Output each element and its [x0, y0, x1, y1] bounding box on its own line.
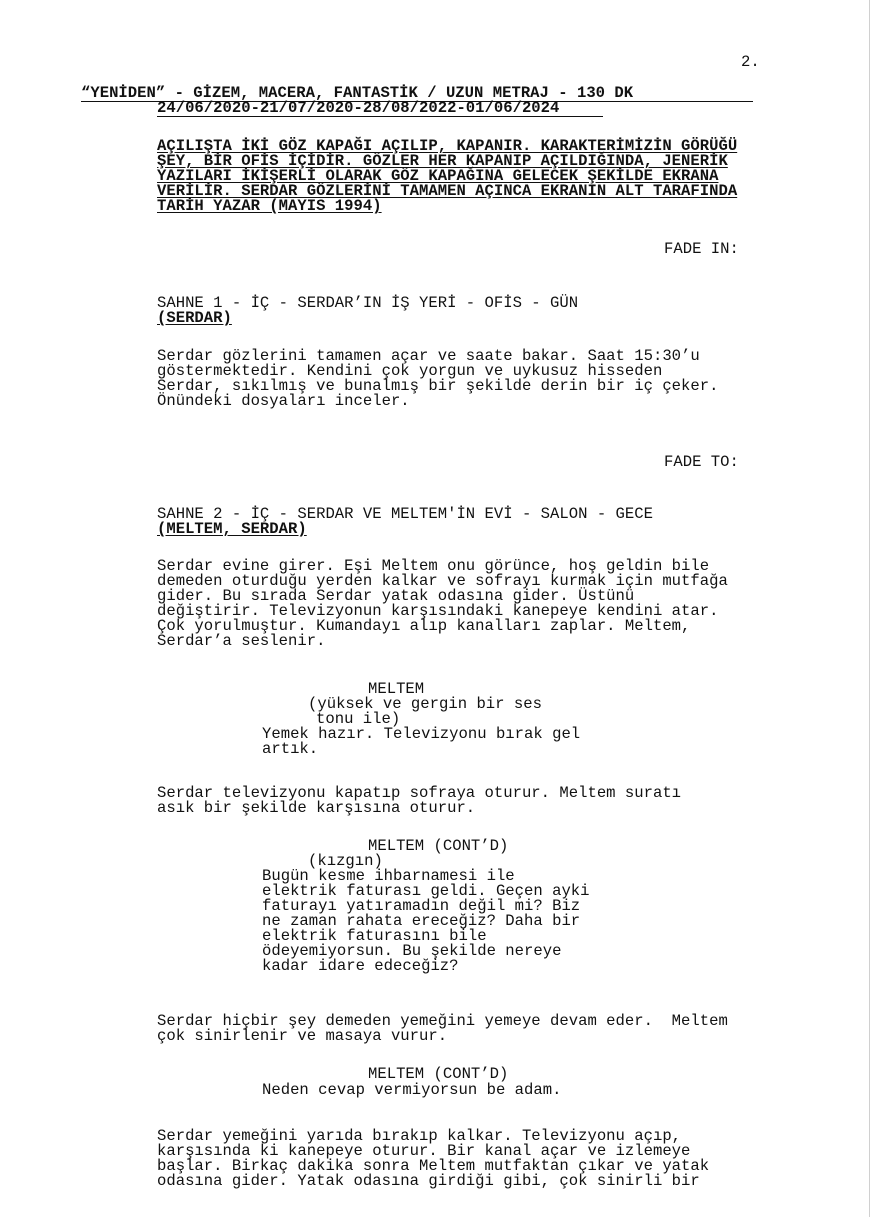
scene-heading: SAHNE 1 - İÇ - SERDAR’IN İŞ YERİ - OFİS - GÜN [157, 294, 579, 312]
action-line: değiştirir. Televizyonun karşısındaki kanepeye kendini atar. [157, 602, 719, 620]
dialogue-line: ödeyemiyorsun. Bu şekilde nereye [262, 942, 562, 960]
scene-heading: SAHNE 2 - İÇ - SERDAR VE MELTEM'İN EVİ - SALON - GECE [157, 505, 653, 523]
transition-fade-in: FADE IN: [664, 240, 739, 258]
opening-note-line: VERİLİR. SERDAR GÖZLERİNİ TAMAMEN AÇINCA EKRANIN ALT TARAFINDA [157, 182, 738, 200]
action-line: asık bir şekilde karşısına oturur. [157, 799, 476, 817]
action-line: Çok yorulmuştur. Kumandayı alıp kanalları zaplar. Meltem, [157, 617, 691, 635]
dialogue-line: ne zaman rahata ereceğiz? Daha bir [262, 912, 581, 930]
action-line: çok sinirlenir ve masaya vurur. [157, 1027, 448, 1045]
action-line: başlar. Birkaç dakika sonra Meltem mutfaktan çıkar ve yatak [157, 1157, 710, 1175]
parenthetical: tonu ile) [316, 710, 401, 728]
action-line: Serdar’a seslenir. [157, 632, 326, 650]
character-cue: MELTEM [368, 680, 425, 698]
script-dates: 24/06/2020-21/07/2020-28/08/2022-01/06/2024 [157, 99, 560, 117]
action-line: Önündeki dosyaları inceler. [157, 392, 410, 410]
action-line: gider. Bu sırada Serdar yatak odasına gider. Üstünü [157, 587, 635, 605]
script-title: “YENİDEN” - GİZEM, MACERA, FANTASTİK / UZUN METRAJ - 130 DK [81, 84, 634, 102]
opening-note-line: YAZILARI İKİŞERLİ OLARAK GÖZ KAPAĞINA GELECEK ŞEKİLDE EKRANA [157, 167, 719, 185]
opening-note-line: TARİH YAZAR (MAYIS 1994) [157, 197, 382, 215]
opening-note-line: ŞEY, BİR OFİS İÇİDİR. GÖZLER HER KAPANIP AÇILDIĞINDA, JENERİK [157, 152, 728, 170]
dates-underline [157, 116, 603, 117]
action-line: Serdar, sıkılmış ve bunalmış bir şekilde derin bir iç çeker. [157, 377, 719, 395]
action-line: karşısında ki kanepeye oturur. Bir kanal açar ve izlemeye [157, 1142, 691, 1160]
action-line: göstermektedir. Kendini çok yorgun ve uykusuz hisseden [157, 362, 663, 380]
dialogue-line: Bugün kesme ihbarnamesi ile [262, 867, 515, 885]
action-line: Serdar yemeğini yarıda bırakıp kalkar. Televizyonu açıp, [157, 1127, 682, 1145]
dialogue-line: elektrik faturasını bile [262, 927, 487, 945]
action-line: demeden oturduğu yerden kalkar ve sofrayı kurmak için mutfağa [157, 572, 728, 590]
action-line: Serdar televizyonu kapatıp sofraya oturur. Meltem suratı [157, 784, 682, 802]
dialogue-line: kadar idare edeceğiz? [262, 957, 459, 975]
page-number: 2. [741, 53, 760, 71]
action-line: Serdar gözlerini tamamen açar ve saate bakar. Saat 15:30’u [157, 347, 700, 365]
scene-characters: (SERDAR) [157, 309, 232, 327]
dialogue-line: Neden cevap vermiyorsun be adam. [262, 1081, 562, 1099]
dialogue-line: faturayı yatıramadın değil mi? Biz [262, 897, 581, 915]
action-line: Serdar hiçbir şey demeden yemeğini yemeye devam eder. Meltem [157, 1012, 728, 1030]
dialogue-line: Yemek hazır. Televizyonu bırak gel [262, 725, 581, 743]
parenthetical: (yüksek ve gergin bir ses [308, 695, 542, 713]
dialogue-line: artık. [262, 740, 319, 758]
transition-fade-to: FADE TO: [664, 453, 739, 471]
dialogue-line: elektrik faturası geldi. Geçen ayki [262, 882, 590, 900]
scene-characters: (MELTEM, SERDAR) [157, 520, 307, 538]
action-line: odasına gider. Yatak odasına girdiği gibi, çok sinirli bir [157, 1172, 700, 1190]
parenthetical: (kızgın) [308, 852, 383, 870]
action-line: Serdar evine girer. Eşi Meltem onu görünce, hoş geldin bile [157, 557, 710, 575]
opening-note-line: AÇILIŞTA İKİ GÖZ KAPAĞI AÇILIP, KAPANIR. KARAKTERİMİZİN GÖRÜĞÜ [157, 137, 738, 155]
character-cue: MELTEM (CONT’D) [368, 1065, 509, 1083]
character-cue: MELTEM (CONT’D) [368, 837, 509, 855]
